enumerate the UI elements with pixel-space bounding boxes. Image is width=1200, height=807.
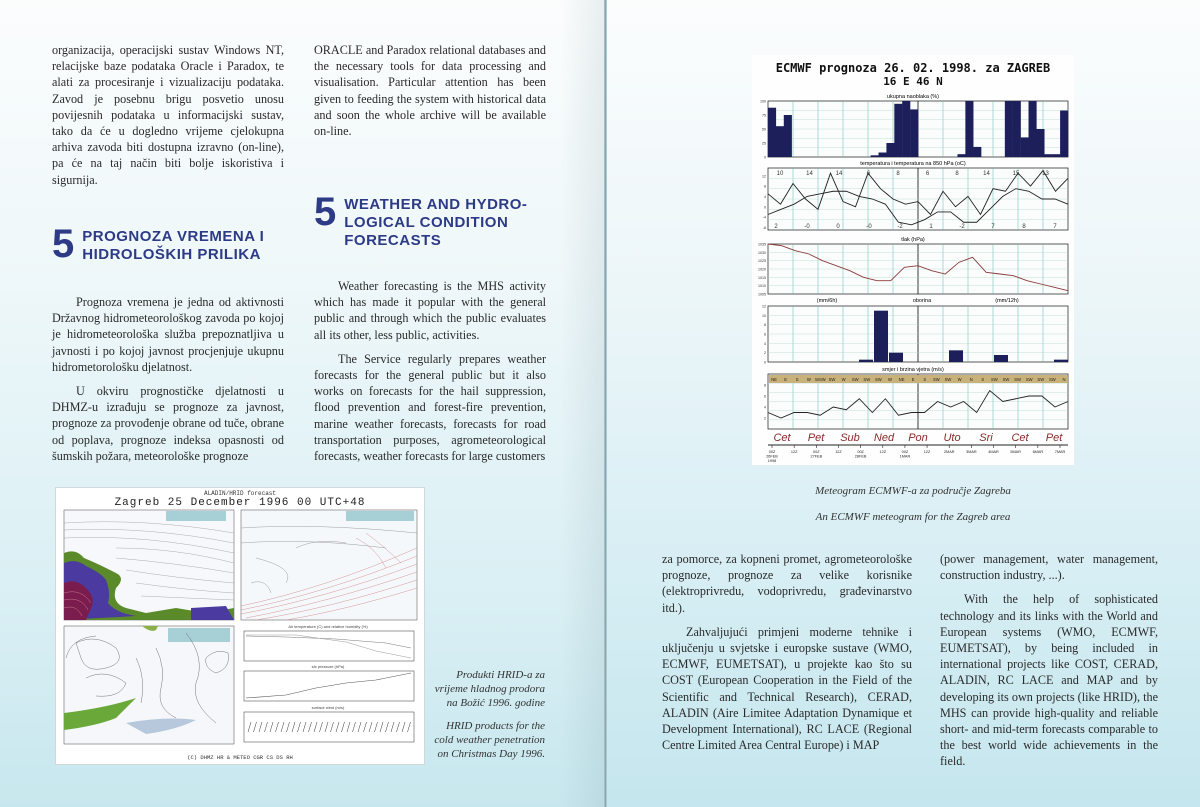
y-tick-label: 12 <box>762 174 766 179</box>
y-tick-label: 25 <box>762 141 766 146</box>
wind-direction-label: N <box>1062 377 1066 382</box>
wind-panel <box>764 374 1068 429</box>
day-label: Pon <box>908 432 928 444</box>
precip-label-right: (mm/12h) <box>995 298 1019 304</box>
precipitation-panel <box>762 305 1068 365</box>
y-tick-label: 1030 <box>758 250 766 255</box>
section-title <box>82 226 264 264</box>
precip-label-left: (mm/6h) <box>816 298 838 304</box>
day-label: Cet <box>1011 432 1029 444</box>
min-temp-label: 0 <box>836 224 840 230</box>
precip-label-mid: oborina <box>912 298 932 304</box>
wind-direction-label: N <box>969 377 973 382</box>
temperature-panel <box>762 168 1068 230</box>
max-temp-label: 8 <box>955 171 959 177</box>
time-label: 1MAR <box>899 454 911 459</box>
title-line: PROGNOZA VREMENA I <box>82 228 265 245</box>
max-temp-label: 15 <box>1012 171 1020 177</box>
wind-direction-label: E <box>911 377 915 382</box>
hrid-caption <box>430 668 545 761</box>
cloud-bar <box>910 109 918 157</box>
y-tick-label: 4 <box>764 194 766 199</box>
y-tick-label: 1010 <box>758 284 766 289</box>
panel-label: sfc pressure (hPa) <box>311 664 345 669</box>
left-col2-body <box>314 278 546 472</box>
time-label: 12Z <box>879 450 887 454</box>
day-label: Sri <box>979 432 993 444</box>
y-tick-label: 0 <box>764 205 766 210</box>
max-temp-label: 13 <box>1042 171 1049 177</box>
cloud-bar <box>957 154 965 157</box>
precipitation-bar <box>859 360 873 362</box>
cloud-bar <box>1036 129 1044 157</box>
heading-en <box>314 190 528 250</box>
hrid-plots <box>56 508 424 758</box>
cloud-bar <box>894 104 902 157</box>
cloud-bar <box>1029 101 1037 157</box>
time-label: 00Z <box>813 450 820 454</box>
min-temp-label: -0 <box>804 224 810 230</box>
figure-title: Zagreb 25 December 1996 00 UTC+48 <box>114 497 366 509</box>
y-tick-label: 0 <box>764 360 766 365</box>
max-temp-label: 10 <box>776 171 784 177</box>
min-temp-label: -2 <box>897 224 903 230</box>
max-temp-label: 8 <box>896 171 900 177</box>
min-temp-label: 7 <box>1053 224 1057 230</box>
min-temp-label: 8 <box>1022 224 1026 230</box>
precipitation-bar <box>994 355 1008 362</box>
title-line: HIDROLOŠKIH PRILIKA <box>82 246 261 263</box>
paragraph: Weather forecasting is the MHS activity which has made it popular with the general public and through which the public evaluates all its other, less public, activities. <box>314 279 546 342</box>
section-number: 5 <box>52 222 75 266</box>
wind-direction-label: W <box>841 377 846 382</box>
time-label: 28FEB <box>854 454 867 459</box>
time-label: 00Z <box>901 450 909 454</box>
caption-en: An ECMWF meteogram for the Zagreb area <box>815 511 1011 523</box>
left-col2-top <box>314 42 546 147</box>
cross-section-left <box>64 510 234 620</box>
wind-direction-label: SW <box>875 377 882 382</box>
title-line: FORECASTS <box>344 232 442 249</box>
y-tick-label: 8 <box>764 323 766 328</box>
min-temp-label: 1 <box>929 224 933 230</box>
gutter-shadow <box>560 0 606 807</box>
y-tick-label: -4 <box>762 215 766 220</box>
time-label: 12Z <box>835 450 842 454</box>
max-temp-label: 14 <box>983 171 990 177</box>
time-label: 26FEB <box>766 454 778 459</box>
wind-direction-label: E <box>784 377 787 382</box>
caption-hr: Meteogram ECMWF-a za područje Zagreba <box>815 485 1011 497</box>
precipitation-bar <box>1054 360 1068 362</box>
paragraph: The Service regularly prepares weather forecasts for the general public but it also works on forecasts for the hail suppression, flood prevention and forest-fire prevention, marine weather forecasts, forecasts for road transportation purposes, agrometeorological forecasts, weather forecasts for large customers <box>314 351 546 464</box>
wind-direction-label: S <box>795 377 799 382</box>
wind-direction-label: S <box>923 377 927 382</box>
y-tick-label: 2 <box>764 416 766 421</box>
precipitation-bar <box>889 353 903 362</box>
min-temp-label: 2 <box>774 224 778 230</box>
time-label: 7MAR <box>1054 450 1066 454</box>
wind-direction-label: SW <box>1014 377 1021 382</box>
wind-direction-label: SW <box>991 377 998 382</box>
pressure-panel <box>758 243 1068 297</box>
figure-supertitle: ALADIN/HRID forecast <box>203 490 276 497</box>
paragraph: ORACLE and Paradox relational databases and the necessary tools for data processing and visualisation. Particular attention has been given to feeding the system with historical data and soon the whole archive will be available on-line. <box>314 43 546 139</box>
left-col1-top <box>52 42 284 196</box>
time-label: 12Z <box>790 450 798 454</box>
paragraph: za pomorce, za kopneni promet, agrometeorološke prognoze, prognoze za velike korisnike (elektroprivredu, vodoprivredu, građevinarstvo itd.). <box>662 552 912 615</box>
time-label: 00Z <box>857 450 864 454</box>
caption-en: HRID products for the cold weather penetration on Christmas Day 1996. <box>434 720 545 760</box>
wind-panel-label: smjer i brzina vjetra (m/s) <box>882 367 944 373</box>
wind-direction-label: SW <box>828 377 836 382</box>
time-label: 27FEB <box>810 454 823 459</box>
precipitation-bar <box>949 350 963 362</box>
time-label: 4MAR <box>988 450 999 454</box>
wind-direction-label: SW <box>1037 377 1045 382</box>
time-series-panels <box>244 624 414 742</box>
y-tick-label: 4 <box>764 341 766 346</box>
day-label: Pet <box>1045 432 1063 444</box>
cloud-bar <box>776 126 784 157</box>
right-col2 <box>940 551 1158 778</box>
heading-hr <box>52 222 265 266</box>
y-tick-label: 6 <box>764 332 766 337</box>
cloud-bar <box>879 153 887 157</box>
cloud-bar <box>768 108 776 157</box>
section-title <box>344 194 527 250</box>
precipitation-bar <box>874 311 888 362</box>
cloud-panel-label: ukupna naoblaka (%) <box>887 94 939 100</box>
y-tick-label: 1020 <box>758 267 766 272</box>
paragraph: Zahvaljujući primjeni moderne tehnike i uključenju u svjetske i europske sustave (WMO, ECMWF, EUMETSAT), u projekte kao što su COST (European Cooperation in the Field of the Scientific and Technical Research), CERAD, ALADIN (Aire Limitee Adaptation Dynamique et Development International), RC LACE (Regional Centre Limited Area Central Europe) i MAP <box>662 624 912 753</box>
y-tick-label: 100 <box>760 99 766 104</box>
cloud-cover-panel <box>760 100 1068 160</box>
wind-direction-label: W <box>957 377 962 382</box>
section-number: 5 <box>314 190 337 234</box>
time-label: 5MAR <box>1010 450 1021 454</box>
cloud-bar <box>886 143 894 157</box>
time-label: 3MAR <box>966 450 977 454</box>
y-tick-label: 4 <box>764 405 766 410</box>
wind-direction-label: SW <box>863 377 871 382</box>
wind-direction-label: W <box>888 377 892 382</box>
time-label: 6MAR <box>1032 450 1044 454</box>
wind-direction-label: SW <box>1002 377 1010 382</box>
wind-direction-label: WSW <box>815 377 826 382</box>
hrid-figure <box>55 487 425 765</box>
y-tick-label: 8 <box>764 184 766 189</box>
y-tick-label: 1035 <box>758 242 766 247</box>
day-label: Cet <box>773 432 791 444</box>
cloud-bar <box>965 101 973 157</box>
y-tick-label: 1005 <box>758 292 766 297</box>
wind-direction-label: NE <box>898 377 905 382</box>
cloud-bar <box>1005 101 1013 157</box>
cloud-bar <box>1044 154 1052 157</box>
wind-direction-label: SW <box>1025 377 1033 382</box>
wind-direction-label: NE <box>771 377 777 382</box>
book-gutter <box>604 0 607 807</box>
cloud-bar <box>1060 111 1068 157</box>
paragraph: organizacija, operacijski sustav Windows NT, relacijske baze podataka Oracle i Paradox, te alati za procesiranje i vizualizaciju podataka. Zavod je posebnu brigu posvetio unosu povijesnih podataka u informacijski sustav, tako da će u dogledno vrijeme cjelokupna arhiva zavoda biti dostupna izravno (on-line), pa će na taj način biti bolje iskoristiva i sigurnija. <box>52 43 284 187</box>
day-label: Uto <box>943 432 961 444</box>
day-label: Ned <box>873 432 895 444</box>
cloud-bar <box>1021 137 1029 157</box>
paragraph: With the help of sophisticated technology and its links with the World and European systems (WMO, ECMWF, EUMETSAT), by being included in international projects like COST, CERAD, ALADIN, RC LACE and MAP and by developing its own projects (like HRID), the MHS can provide high-quality and reliable short- and mid-term forecasts comparable to the best world wide achievements in the field. <box>940 592 1158 769</box>
surface-map <box>64 626 234 744</box>
max-temp-label: 14 <box>835 171 843 177</box>
y-tick-label: 75 <box>762 113 766 118</box>
cloud-bar <box>1052 154 1060 157</box>
panel-label: Air temperature (C) and relative humidity (%) <box>288 624 368 629</box>
time-label: 00Z <box>768 450 776 454</box>
title-line: WEATHER AND HYDRO- <box>344 196 528 213</box>
wind-direction-label: S <box>981 377 985 382</box>
time-label: 12Z <box>923 450 931 454</box>
y-tick-label: 0 <box>764 155 766 160</box>
y-tick-label: 1015 <box>758 275 766 280</box>
title-line: LOGICAL CONDITION <box>344 214 509 231</box>
max-temp-label: 14 <box>806 171 813 177</box>
cloud-bar <box>1013 101 1021 157</box>
y-tick-label: 50 <box>762 127 766 132</box>
caption-hr: Produkti HRID-a za vrijeme hladnog prodora na Božić 1996. godine <box>434 669 545 709</box>
meteogram-caption <box>752 484 1074 524</box>
y-tick-label: -8 <box>762 225 766 230</box>
temp-panel-label: temperatura i temperatura na 850 hPa (oC) <box>860 161 966 167</box>
time-label: 1998 <box>767 459 777 463</box>
meteogram-title: ECMWF prognoza 26. 02. 1998. za ZAGREB <box>775 61 1051 75</box>
y-tick-label: 1025 <box>758 259 766 264</box>
wind-direction-label: SW <box>1049 377 1056 382</box>
left-col1-body <box>52 294 284 472</box>
wind-direction-label: W <box>806 377 811 382</box>
wind-direction-label: SW <box>851 377 859 382</box>
y-tick-label: 8 <box>764 383 766 388</box>
pressure-panel-label: tlak (hPa) <box>901 237 925 243</box>
y-tick-label: 12 <box>762 304 766 309</box>
paragraph: U okviru prognostičke djelatnosti u DHMZ-u izrađuju se prognoze za javnost, prognoze za provođenje obrane od tuče, obrane od poplava, prognoze indeksa opasnosti od šumskih požara, meteorološke prognoze <box>52 384 284 463</box>
y-tick-label: 10 <box>762 313 766 318</box>
wind-direction-label: SW <box>944 377 952 382</box>
day-label: Sub <box>840 432 860 444</box>
min-temp-label: -2 <box>959 224 965 230</box>
cloud-bar <box>902 101 910 157</box>
meteogram-plots <box>752 89 1074 463</box>
min-temp-label: 7 <box>991 224 995 230</box>
panel-label: surface wind (m/s) <box>311 705 345 710</box>
wind-direction-label: SW <box>933 377 940 382</box>
paragraph: Prognoza vremena je jedna od aktivnosti Državnog hidrometeorološkog zavoda po kojoj je hidrometeorološka služba prepoznatljiva u javnosti i po kojoj javnost procjenjuje ukupnu hidrometorološku djelatnost. <box>52 295 284 374</box>
wind-direction-band <box>769 375 1067 383</box>
meteogram-subtitle: 16 E 46 N <box>883 75 943 88</box>
ecmwf-meteogram <box>752 55 1074 465</box>
min-temp-label: -0 <box>866 224 872 230</box>
y-tick-label: 2 <box>764 351 766 356</box>
cloud-bar <box>784 115 792 157</box>
paragraph: (power management, water management, construction industry, ...). <box>940 552 1158 583</box>
max-temp-label: 6 <box>925 171 930 177</box>
cloud-bar <box>871 155 879 157</box>
day-label: Pet <box>807 432 825 444</box>
cloud-bar <box>973 147 981 157</box>
figure-credit: (C) DHMZ HR & METEO CGR CS DS RH <box>187 754 293 761</box>
max-temp-label: 6 <box>866 171 871 177</box>
y-tick-label: 6 <box>764 394 766 399</box>
cross-section-right <box>241 510 417 620</box>
time-label: 2MAR <box>943 450 955 454</box>
right-col1 <box>662 551 912 761</box>
